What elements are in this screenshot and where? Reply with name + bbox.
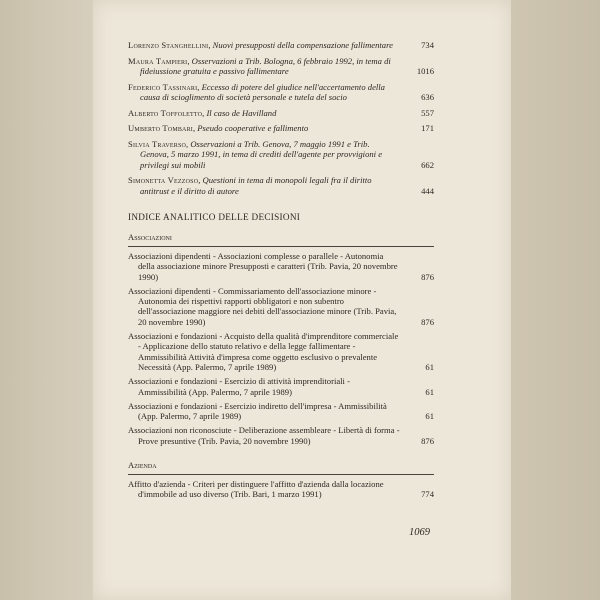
page-number: 557	[421, 107, 434, 118]
decision-text: Affitto d'azienda - Criteri per distinguere l'affitto d'azienda dalla locazione d'immobile ad uso diverso (Trib. Bari, 1 marzo 1991)	[128, 479, 384, 500]
page-number: 774	[421, 489, 434, 500]
left-gutter	[0, 0, 93, 600]
article-title: Questioni in tema di monopoli legali fra il diritto antitrust e il diritto di autore	[140, 175, 372, 196]
page-number: 61	[425, 386, 434, 397]
decision-entry	[128, 425, 434, 446]
article-title: Nuovi presupposti della compensazione fallimentare	[212, 40, 393, 50]
decision-entry	[128, 251, 434, 282]
decision-text: Associazioni non riconosciute - Deliberazione assembleare - Libertà di forma - Prove presuntive (Trib. Pavia, 20 novembre 1990)	[128, 425, 400, 446]
author-index	[128, 40, 434, 196]
author-entry: Alberto Toffoletto, Il caso de Havilland 557	[128, 107, 434, 118]
author-name: Alberto Toffoletto	[128, 107, 203, 118]
page-number: 61	[425, 361, 434, 372]
decision-entry	[128, 479, 434, 500]
index-title: INDICE ANALITICO DELLE DECISIONI	[128, 212, 301, 222]
page-content	[128, 40, 434, 504]
section-heading: Associazioni	[128, 232, 172, 242]
decision-entry	[128, 286, 434, 327]
page-number: 662	[421, 159, 434, 170]
author-entry: Lorenzo Stanghellini, Nuovi presupposti della compensazione fallimentare 734	[128, 40, 434, 50]
author-entry: Simonetta Vezzoso, Questioni in tema di monopoli legali fra il diritto antitrust e il diritto di autore 444	[128, 175, 434, 196]
author-entry: Federico Tassinari, Eccesso di potere del giudice nell'accertamento della causa di scioglimento di società personale e tutela del socio 636	[128, 81, 434, 102]
decision-entry	[128, 401, 434, 422]
author-name: Lorenzo Stanghellini	[128, 40, 209, 50]
page-number: 876	[421, 271, 434, 282]
right-gutter	[511, 0, 600, 600]
author-entry: Umberto Tombari, Pseudo cooperative e fallimento 171	[128, 123, 434, 134]
page-number: 444	[421, 185, 434, 196]
decision-entry	[128, 376, 434, 397]
page-number: 734	[421, 40, 434, 50]
article-title: Eccesso di potere del giudice nell'accertamento della causa di scioglimento di società personale e tutela del socio	[140, 81, 385, 102]
author-entry: Silvia Traverso, Osservazioni a Trib. Genova, 7 maggio 1991 e Trib. Genova, 5 marzo 1991, in tema di crediti dell'agente per provvigioni e privilegi sui mobili 662	[128, 138, 434, 170]
decision-text: Associazioni dipendenti - Associazioni complesse o parallele - Autonomia della associazione minore Presupposti e caratteri (Trib. Pavia, 20 novembre 1990)	[128, 251, 398, 282]
author-name: Umberto Tombari	[128, 123, 193, 134]
author-entry: Maura Tampieri, Osservazioni a Trib. Bologna, 6 febbraio 1992, in tema di fideiussione gratuita e passivo fallimentare 1016	[128, 55, 434, 76]
author-name: Federico Tassinari	[128, 81, 198, 92]
author-name: Maura Tampieri	[128, 55, 188, 66]
decision-text: Associazioni e fondazioni - Esercizio di attività imprenditoriali - Ammissibilità (App. Palermo, 7 aprile 1989)	[128, 376, 350, 397]
decision-entry	[128, 331, 434, 372]
page-number: 1016	[416, 66, 434, 76]
decision-text: Associazioni e fondazioni - Esercizio indiretto dell'impresa - Ammissibilità (App. Palermo, 7 aprile 1989)	[128, 400, 387, 422]
article-title: Osservazioni a Trib. Bologna, 6 febbraio 1992, in tema di fideiussione gratuita e passivo fallimentare	[140, 55, 391, 76]
author-name: Silvia Traverso	[128, 138, 187, 149]
article-title: Il caso de Havilland	[206, 107, 277, 118]
page-number: 876	[421, 316, 434, 327]
folio-page-number: 1069	[409, 527, 430, 538]
page-number: 171	[421, 123, 434, 134]
page-number: 876	[421, 435, 434, 446]
author-name: Simonetta Vezzoso	[128, 175, 199, 186]
index-section-azienda	[128, 460, 434, 500]
page-number: 61	[425, 411, 434, 422]
page-number: 636	[421, 92, 434, 102]
article-title: Pseudo cooperative e fallimento	[197, 123, 309, 134]
index-section-associazioni	[128, 232, 434, 446]
section-heading: Azienda	[128, 460, 157, 471]
article-title: Osservazioni a Trib. Genova, 7 maggio 1991 e Trib. Genova, 5 marzo 1991, in tema di crediti dell'agente per provvigioni e privilegi sui mobili	[140, 138, 383, 170]
decision-text: Associazioni e fondazioni - Acquisto della qualità d'imprenditore commerciale - Applicazione dello statuto relativo e della legge fallimentare - Ammissibilità Attività d'impresa come oggetto esclusivo o prevalente Necessità (App. Palermo, 7 aprile 1989)	[128, 331, 399, 372]
decision-text: Associazioni dipendenti - Commissariamento dell'associazione minore - Autonomia dei rispettivi rapporti obbligatori e non subentro dell'associazione maggiore nei debiti dell'associazione minore (Trib. Pavia, 20 novembre 1990)	[128, 285, 397, 327]
